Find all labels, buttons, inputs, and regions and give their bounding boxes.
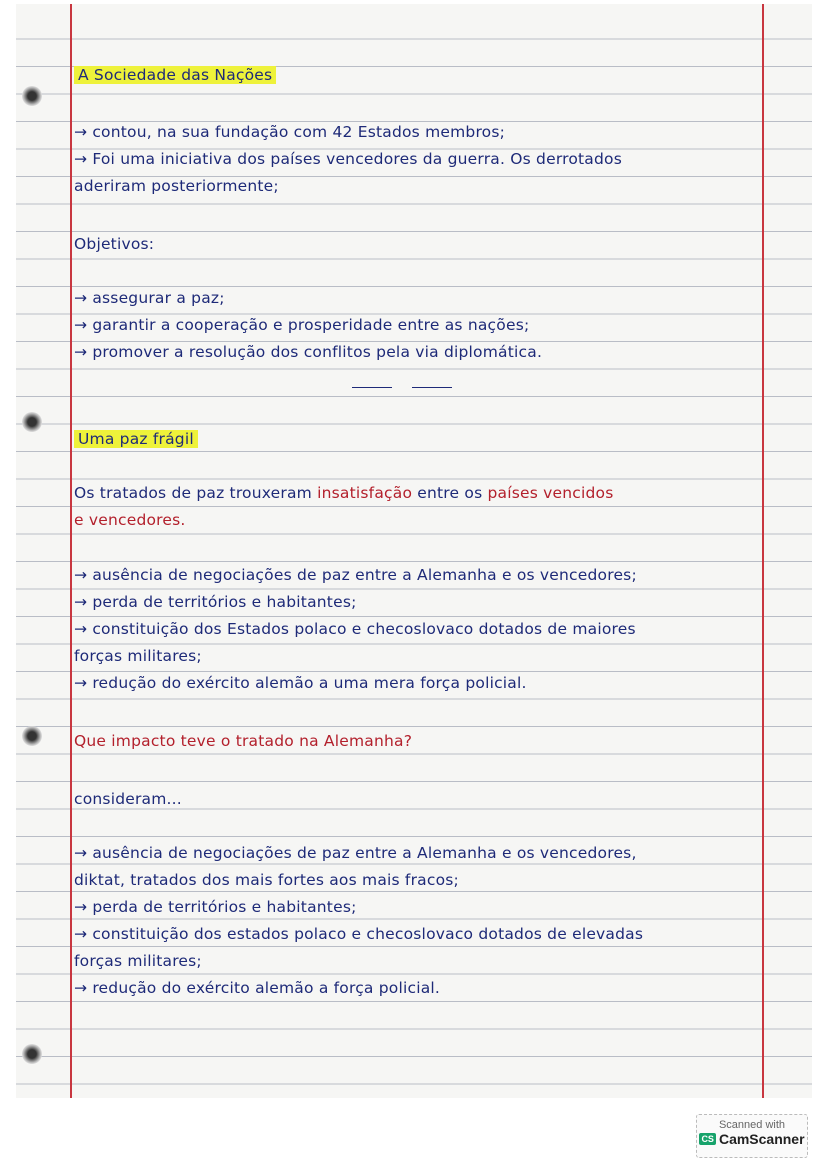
- note-line: → constituição dos Estados polaco e checoslovaco dotados de maiores: [74, 620, 636, 638]
- note-line: → Foi uma iniciativa dos países vencedores da guerra. Os derrotados: [74, 150, 623, 168]
- text: entre os: [412, 484, 488, 502]
- note-line: → redução do exército alemão a uma mera força policial.: [74, 674, 527, 692]
- note-line: forças militares;: [74, 952, 202, 970]
- section-title: [74, 430, 198, 448]
- section-divider: [352, 387, 392, 388]
- emphasis: insatisfação: [317, 484, 413, 502]
- binder-hole: [22, 86, 42, 106]
- note-line: → redução do exército alemão a força policial.: [74, 979, 441, 997]
- objective-item: → assegurar a paz;: [74, 289, 225, 307]
- note-line: → perda de territórios e habitantes;: [74, 898, 357, 916]
- watermark-caption: Scanned with: [718, 1119, 786, 1131]
- title-text: A Sociedade das Nações: [74, 66, 276, 84]
- section-title: [74, 66, 276, 84]
- objective-item: → promover a resolução dos conflitos pela via diplomática.: [74, 343, 543, 361]
- text: Os tratados de paz trouxeram: [74, 484, 318, 502]
- right-margin-line: [762, 4, 764, 1098]
- note-line: → perda de territórios e habitantes;: [74, 593, 357, 611]
- objectives-label: Objetivos:: [74, 235, 155, 253]
- note-line: → ausência de negociações de paz entre a Alemanha e os vencedores,: [74, 844, 637, 862]
- subtitle: consideram...: [74, 790, 182, 808]
- note-line: forças militares;: [74, 647, 202, 665]
- intro-line: e vencedores.: [74, 511, 186, 529]
- camscanner-watermark: [696, 1114, 808, 1158]
- watermark-brand: [697, 1131, 807, 1147]
- brand-name: CamScanner: [718, 1131, 805, 1147]
- intro-line: [74, 484, 614, 502]
- note-line: → ausência de negociações de paz entre a Alemanha e os vencedores;: [74, 566, 637, 584]
- question-heading: Que impacto teve o tratado na Alemanha?: [74, 732, 413, 750]
- binder-hole: [22, 1044, 42, 1064]
- note-line: diktat, tratados dos mais fortes aos mais fracos;: [74, 871, 459, 889]
- objective-item: → garantir a cooperação e prosperidade entre as nações;: [74, 316, 530, 334]
- notebook-page: [16, 4, 812, 1098]
- camscanner-logo-icon: CS: [701, 1134, 714, 1144]
- note-line: aderiram posteriormente;: [74, 177, 279, 195]
- title-text: Uma paz frágil: [74, 430, 198, 448]
- note-line: → constituição dos estados polaco e checoslovaco dotados de elevadas: [74, 925, 644, 943]
- binder-hole: [22, 412, 42, 432]
- section-divider: [412, 387, 452, 388]
- note-line: → contou, na sua fundação com 42 Estados membros;: [74, 123, 506, 141]
- emphasis: países vencidos: [487, 484, 614, 502]
- left-margin-line: [70, 4, 72, 1098]
- binder-hole: [22, 726, 42, 746]
